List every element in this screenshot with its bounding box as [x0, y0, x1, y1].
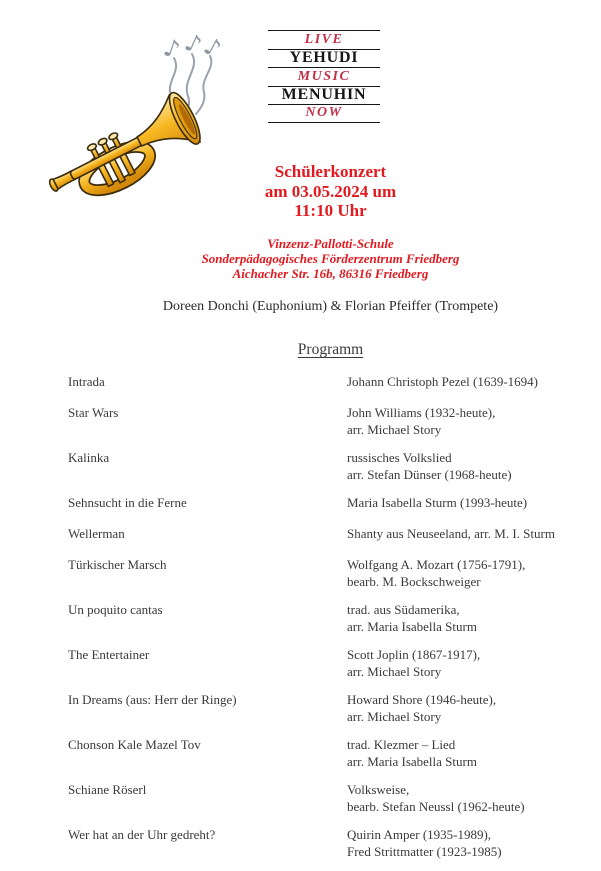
program-row	[68, 781, 583, 815]
logo-row	[268, 67, 380, 86]
piece-title: Wellerman	[68, 526, 125, 541]
composer-line: Shanty aus Neuseeland, arr. M. I. Sturm	[347, 526, 555, 541]
concert-title	[60, 162, 601, 221]
composer-line: Howard Shore (1946-heute),	[347, 692, 497, 707]
piece-composer	[347, 646, 583, 680]
program-row	[68, 556, 583, 590]
piece-composer	[347, 736, 583, 770]
program-row	[68, 736, 583, 770]
logo-row	[268, 49, 380, 68]
composer-line: arr. Maria Isabella Sturm	[347, 619, 477, 634]
concert-title-line: Schülerkonzert	[274, 162, 387, 181]
venue-name: Vinzenz-Pallotti-Schule	[267, 236, 394, 251]
piece-title: Kalinka	[68, 450, 110, 465]
logo-word-now: NOW	[305, 105, 343, 121]
venue-description: Sonderpädagogisches Förderzentrum Friedberg	[201, 251, 460, 267]
logo-row	[268, 86, 380, 105]
music-note-icon: ♪	[180, 27, 206, 60]
program-row	[68, 601, 583, 635]
piece-composer	[347, 404, 583, 438]
composer-line: bearb. Stefan Neussl (1962-heute)	[347, 799, 525, 814]
composer-line: Maria Isabella Sturm (1993-heute)	[347, 495, 528, 510]
piece-title: The Entertainer	[68, 647, 150, 662]
logo-word-menuhin: MENUHIN	[281, 86, 367, 104]
venue-address: Aichacher Str. 16b, 86316 Friedberg	[232, 266, 429, 282]
music-note-icon: ♪	[160, 33, 184, 65]
piece-composer	[347, 691, 583, 725]
piece-title: Schiane Röserl	[68, 782, 147, 797]
piece-composer	[347, 494, 583, 511]
composer-line: arr. Michael Story	[347, 664, 442, 679]
piece-composer	[347, 449, 583, 483]
piece-title: Intrada	[68, 374, 105, 389]
program-row	[68, 494, 583, 511]
program-row	[68, 646, 583, 680]
concert-date-line: am 03.05.2024 um	[264, 181, 397, 201]
logo-row	[268, 104, 380, 123]
composer-line: trad. aus Südamerika,	[347, 602, 460, 617]
program-row	[68, 826, 583, 860]
music-notes-icon	[160, 28, 226, 65]
composer-line: Johann Christoph Pezel (1639-1694)	[347, 374, 539, 389]
composer-line: Quirin Amper (1935-1989),	[347, 827, 492, 842]
composer-line: bearb. M. Bockschweiger	[347, 574, 481, 589]
program-row	[68, 449, 583, 483]
composer-line: John Williams (1932-heute),	[347, 405, 496, 420]
program-row	[68, 373, 583, 390]
composer-line: arr. Maria Isabella Sturm	[347, 754, 477, 769]
composer-line: trad. Klezmer – Lied	[347, 737, 456, 752]
performers-line: Doreen Donchi (Euphonium) & Florian Pfeiffer (Trompete)	[162, 299, 499, 314]
logo-word-live: LIVE	[304, 31, 344, 47]
piece-title: Wer hat an der Uhr gedreht?	[68, 827, 216, 842]
piece-composer	[347, 556, 583, 590]
concert-time-line: 11:10 Uhr	[294, 201, 367, 220]
venue-block	[60, 236, 601, 282]
piece-composer	[347, 373, 583, 390]
program-row	[68, 525, 583, 542]
program-row	[68, 404, 583, 438]
piece-title: In Dreams (aus: Herr der Ringe)	[68, 692, 237, 707]
piece-composer	[347, 826, 583, 860]
composer-line: Wolfgang A. Mozart (1756-1791),	[347, 557, 526, 572]
composer-line: arr. Stefan Dünser (1968-heute)	[347, 467, 512, 482]
composer-line: Fred Strittmatter (1923-1985)	[347, 844, 502, 859]
piece-title: Un poquito cantas	[68, 602, 163, 617]
composer-line: arr. Michael Story	[347, 422, 442, 437]
piece-composer	[347, 781, 583, 815]
composer-line: russisches Volkslied	[347, 450, 452, 465]
piece-title: Chonson Kale Mazel Tov	[68, 737, 201, 752]
logo-row	[268, 30, 380, 49]
logo-word-yehudi: YEHUDI	[289, 49, 359, 67]
composer-line: Volksweise,	[347, 782, 410, 797]
program-row	[68, 691, 583, 725]
piece-composer	[347, 601, 583, 635]
music-note-icon: ♪	[199, 31, 226, 64]
piece-composer	[347, 525, 583, 542]
program-heading: Programm	[297, 341, 364, 358]
program-list	[68, 373, 583, 871]
composer-line: Scott Joplin (1867-1917),	[347, 647, 481, 662]
composer-line: arr. Michael Story	[347, 709, 442, 724]
piece-title: Star Wars	[68, 405, 119, 420]
piece-title: Türkischer Marsch	[68, 557, 167, 572]
live-music-now-logo	[268, 30, 380, 123]
logo-word-music: MUSIC	[297, 68, 351, 84]
piece-title: Sehnsucht in die Ferne	[68, 495, 187, 510]
